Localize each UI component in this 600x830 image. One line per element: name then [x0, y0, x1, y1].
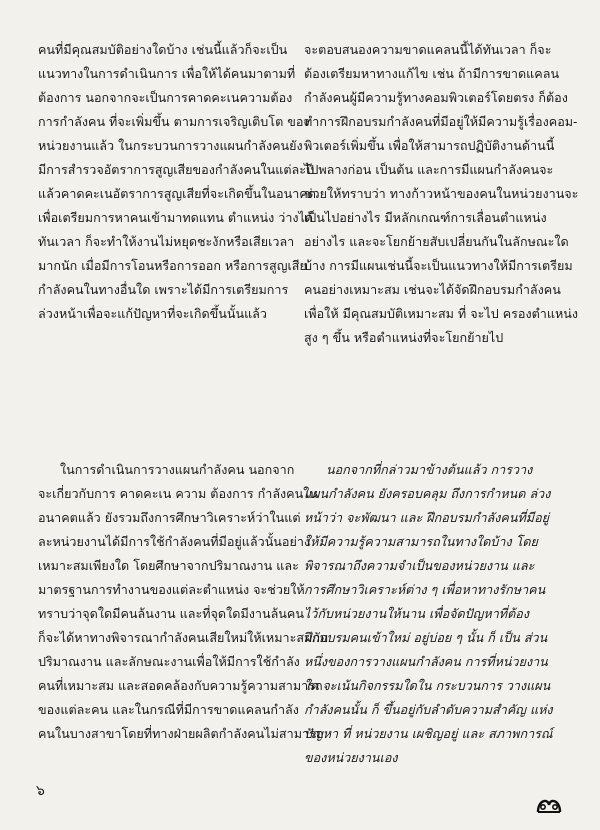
text-line: การศึกษาวิเคราะห์ต่าง ๆ เพื่อหาทางรักษาคน	[304, 582, 546, 597]
right-column-bottom-paragraph	[304, 458, 570, 770]
text-line: ให้มีความรู้ความสามารถในทางใดบ้าง โดย	[304, 534, 538, 549]
text-line: บ้าง การมีแผนเช่นนี้จะเป็นแนวทางให้มีการเตรียม	[304, 258, 573, 273]
text-line: ฝึกอบรมคนเข้าใหม่ อยู่บ่อย ๆ นั้น ก็ เป็น ส่วน	[304, 630, 548, 645]
text-line: ช่วยให้ทราบว่า ทางก้าวหน้าของคนในหน่วยงานจะ	[304, 186, 579, 201]
text-line: คนที่เหมาะสม และสอดคล้องกับความรู้ความสามารถ	[38, 678, 323, 693]
page-number: ๖	[36, 783, 45, 799]
text-line: ล่วงหน้าเพื่อจะแก้ปัญหาที่จะเกิดขึ้นนั้นแล้ว	[38, 306, 267, 321]
text-line: มากนัก เมื่อมีการโอนหรือการออก หรือการสูญเสีย	[38, 258, 307, 273]
text-line: ทราบว่าจุดใดมีคนล้นงาน และที่จุดใดมีงานล้นคน	[38, 606, 304, 621]
text-line: ในการดำเนินการวางแผนกำลังคน นอกจาก	[60, 462, 295, 477]
text-line: จะตอบสนองความขาดแคลนนี้ได้ทันเวลา ก็จะ	[304, 42, 552, 57]
end-mark-ornament-icon	[536, 796, 562, 814]
text-line: ไว้กับหน่วยงานให้นาน เพื่อจัดปัญหาที่ต้อง	[304, 606, 529, 621]
text-line: ทำการฝึกอบรมกำลังคนที่มีอยู่ให้มีความรู้เรื่องคอม-	[304, 114, 578, 129]
text-line: มาตรฐานการทำงานของแต่ละตำแหน่ง จะช่วยให้	[38, 582, 305, 597]
text-line: กำลังคนผู้มีความรู้ทางคอมพิวเตอร์โดยตรง ก็ต้อง	[304, 90, 568, 105]
text-line: แผนกำลังคน ยังครอบคลุม ถึงการกำหนด ล่วง	[304, 486, 551, 501]
text-line: คนที่มีคุณสมบัติอย่างใดบ้าง เช่นนี้แล้วก็จะเป็น	[38, 42, 288, 57]
left-column-bottom-paragraph	[38, 458, 328, 746]
text-line: ของหน่วยงานเอง	[304, 750, 398, 765]
right-column-top-paragraph	[304, 38, 579, 350]
text-line: เป็นไปอย่างไร มีหลักเกณฑ์การเลื่อนตำแหน่ง	[304, 210, 547, 225]
text-line: ละหน่วยงานได้มีการใช้กำลังคนที่มีอยู่แล้วนั้นอย่าง	[38, 534, 311, 549]
text-line: อนาคตแล้ว ยังรวมถึงการศึกษาวิเคราะห์ว่าในแต่	[38, 510, 301, 525]
text-line: แล้วคาดคะเนอัตราการสูญเสียที่จะเกิดขึ้นในอนาคต	[38, 186, 316, 201]
text-line: ต้องการ นอกจากจะเป็นการคาดคะเนความต้อง	[38, 90, 293, 105]
text-line: คนในบางสาขาโดยที่ทางฝ่ายผลิตกำลังคนไม่สามารถ	[38, 726, 324, 741]
text-line: เหมาะสมเพียงใด โดยศึกษาจากปริมาณงาน และ	[38, 558, 299, 573]
text-line: กำลังคนในทางอื่นใด เพราะได้มีการเตรียมการ	[38, 282, 289, 297]
text-line: จะเกี่ยวกับการ คาดคะเน ความ ต้องการ กำลังคนใน	[38, 486, 318, 501]
left-column-top-paragraph	[38, 38, 316, 326]
text-line: ปัญหา ที่ หน่วยงาน เผชิญอยู่ และ สภาพการณ์	[304, 726, 553, 741]
text-line: ทันเวลา ก็จะทำให้งานไม่หยุดชะงักหรือเสียเวลา	[38, 234, 295, 249]
text-line: เพื่อเตรียมการหาคนเข้ามาทดแทน ตำแหน่ง ว่างได้	[38, 210, 314, 225]
text-line: อย่างไร และจะโยกย้ายสับเปลี่ยนกันในลักษณะใด	[304, 234, 569, 249]
text-line: หน้าว่า จะพัฒนา และ ฝึกอบรมกำลังคนที่มีอยู่	[304, 510, 550, 525]
text-line: การกำลังคน ที่จะเพิ่มขึ้น ตามการเจริญเติบโต ของ	[38, 114, 310, 129]
text-line: ปริมาณงาน และลักษณะงานเพื่อให้มีการใช้กำลัง	[38, 654, 300, 669]
text-line: นอกจากที่กล่าวมาข้างต้นแล้ว การวาง	[326, 462, 533, 477]
text-line: พิจารณาถึงความจำเป็นของหน่วยงาน และ	[304, 558, 535, 573]
text-line: พิวเตอร์เพิ่มขึ้น เพื่อให้สามารถปฏิบัติงานด้านนี้	[304, 138, 555, 153]
text-line: แนวทางในการดำเนินการ เพื่อให้ได้คนมาตามที่	[38, 66, 296, 81]
text-line: ต้องเตรียมหาทางแก้ไข เช่น ถ้ามีการขาดแคลน	[304, 66, 560, 81]
text-line: เพื่อให้ มีคุณสมบัติเหมาะสม ที่ จะไป ครองตำแหน่ง	[304, 306, 579, 321]
text-line: ใด จะเน้นกิจกรรมใดใน กระบวนการ วางแผน	[304, 678, 551, 693]
text-line: สูง ๆ ขึ้น หรือตำแหน่งที่จะโยกย้ายไป	[304, 330, 504, 345]
text-line: กำลังคนนั้น ก็ ขึ้นอยู่กับลำดับความสำคัญ แห่ง	[304, 702, 553, 717]
text-line: ก็จะได้หาทางพิจารณากำลังคนเสียใหม่ให้เหมาะสมกับ	[38, 630, 328, 645]
text-line: คนอย่างเหมาะสม เช่นจะได้จัดฝึกอบรมกำลังคน	[304, 282, 561, 297]
text-line: ไปพลางก่อน เป็นต้น และการมีแผนกำลังคนจะ	[304, 162, 554, 177]
text-line: มีการสำรวจอัตราการสูญเสียของกำลังคนในแต่ละปี	[38, 162, 315, 177]
text-line: หนึ่งของการวางแผนกำลังคน การที่หน่วยงาน	[304, 654, 548, 669]
text-line: ของแต่ละคน และในกรณีที่มีการขาดแคลนกำลัง	[38, 702, 299, 717]
text-line: หน่วยงานแล้ว ในกระบวนการวางแผนกำลังคนยัง	[38, 138, 303, 153]
